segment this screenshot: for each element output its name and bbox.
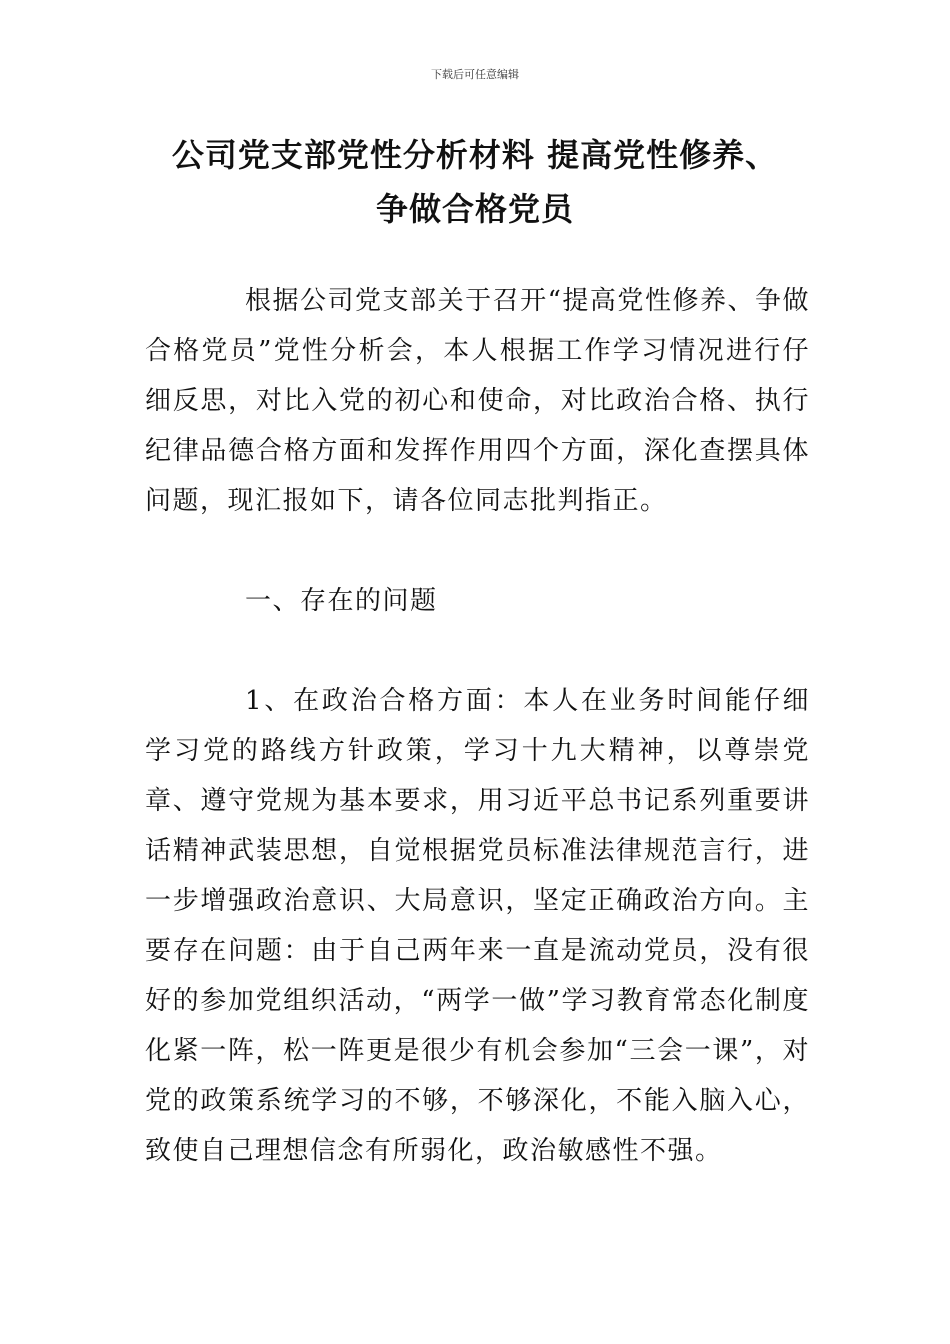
section-heading: 一、存在的问题 (245, 586, 438, 616)
paragraph-political: 1、在政治合格方面：本人在业务时间能仔细学习党的路线方针政策，学习十九大精神，以尊崇党章、遵守党规为基本要求，用习近平总书记系列重要讲话精神武装思想，自觉根据党员标准法律规范言行，进一步增强政治意识、大局意识，坚定正确政治方向。主要存在问题：由于自己两年来一直是流动党员，没有很好的参加党组织活动，“两学一做”学习教育常态化制度化紧一阵，松一阵更是很少有机会参加“三会一课”，对党的政策系统学习的不够，不够深化，不能入脑入心，致使自己理想信念有所弱化，政治敏感性不强。 (145, 686, 810, 1166)
title-line-2: 争做合格党员 (375, 190, 574, 228)
intro-paragraph: 根据公司党支部关于召开“提高党性修养、争做合格党员”党性分析会，本人根据工作学习情况进行仔细反思，对比入党的初心和使命，对比政治合格、执行纪律品德合格方面和发挥作用四个方面，深化查摆具体问题，现汇报如下，请各位同志批判指正。 (145, 286, 810, 516)
header-note: 下载后可任意编辑 (431, 68, 519, 81)
title-line-1: 公司党支部党性分析材料 提高党性修养、 (171, 136, 779, 174)
document-title (130, 128, 820, 236)
